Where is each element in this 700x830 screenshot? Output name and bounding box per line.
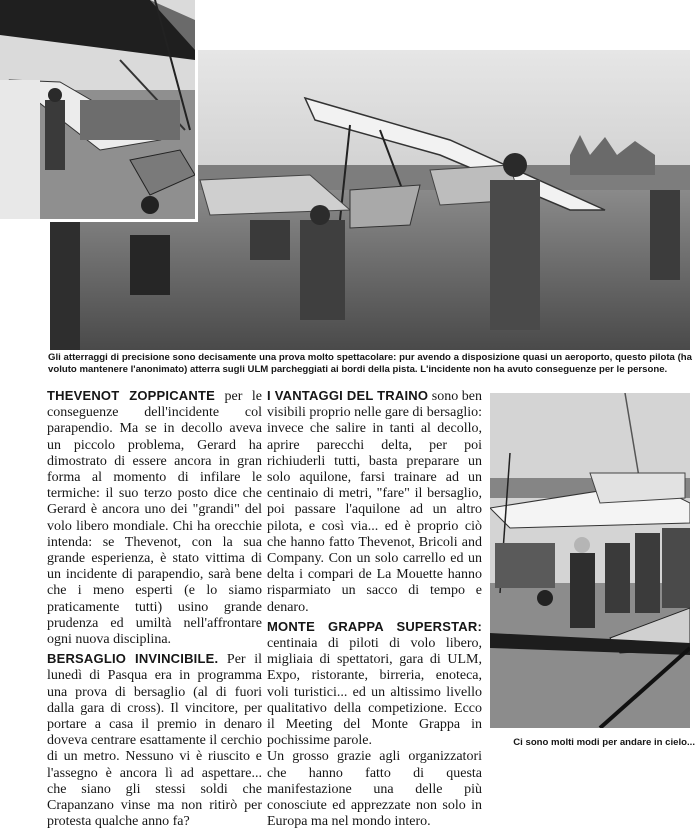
article-bersaglio <box>47 651 262 830</box>
article-body: Per il lunedì di Pasqua era in programma una prova di bersaglio (al di fuori dalla gara di cross). Il vincitore, per portare a casa il premio in denaro doveva centrare esattamente il cerchio di un metro. Nessuno vi è riuscito e l'assegno è ancora lì ad aspettare... che siano gli stessi soldi che Crapanzano vinse ma non ritirò per protesta qualche anno fa? <box>47 652 262 830</box>
article-heading: I VANTAGGI DEL TRAINO <box>267 388 429 403</box>
side-photo <box>490 393 690 728</box>
article-body: sono ben visibili proprio nelle gare di bersaglio: invece che salire in tanti al decollo, aprire parecchi delta, per poi richiuderli tutti, basta preparare un solo aquilone, farsi trainare ad un centinaio di metri, "fare" il bersaglio, poi passare l'aquilone ad un altro pilota, e così via... ed è proprio ciò che hanno fatto Thevenot, Bricoli and Company. Con un solo carrello ed un delta i compari de La Mouette hanno risparmiato un sacco di tempo e denaro. <box>267 389 483 615</box>
column-middle <box>267 388 482 830</box>
article-traino <box>267 388 482 616</box>
article-heading: MONTE GRAPPA SUPERSTAR: <box>267 618 482 634</box>
main-photo-caption: Gli atterraggi di precisione sono decisamente una prova molto spettacolare: pur avendo a disposizione quasi un aeroporto, questo pilota (ha voluto mantenere l'anonimato) atterra sugli ULM parcheggiati ai bordi della pista. L'incidente non ha avuto conseguenze per le persone. <box>48 352 692 375</box>
article-thevenot <box>47 388 262 648</box>
article-body: centinaia di piloti di volo libero, migliaia di spettatori, gara di ULM, Expo, ristorante, birreria, enoteca, voli turistici... ed un altissimo livello qualitativo della competizione. Ecco il Meeting del Monte Grappa in pochissime parole. <box>267 636 482 749</box>
column-left <box>47 388 262 830</box>
article-body: per le conseguenze dell'incidente col parapendio. Ma se in decollo aveva un piccolo problema, Gerard ha dimostrato di essere ancora in gran forma al momento di infilare le termiche: il suo terzo posto dice che Gerard è ancora uno dei "grandi" del volo libero mondiale. Chi ha orecchie intenda: se Thevenot, con la sua grande esperienza, è stato vittima di un incidente di parapendio, sarà bene che i meno esperti (e lo siamo praticamente tutti) usino grande prudenza ed umiltà nell'affrontare ogni nuova disciplina. <box>47 389 263 648</box>
article-monte-grappa <box>267 619 482 750</box>
side-photo-caption: Ci sono molti modi per andare in cielo... <box>513 737 695 748</box>
article-heading: THEVENOT ZOPPICANTE <box>47 388 215 403</box>
inset-photo <box>0 0 198 222</box>
article-thanks <box>267 749 482 830</box>
article-heading: BERSAGLIO INVINCIBILE. <box>47 651 219 667</box>
article-body: Un grosso grazie agli organizzatori che hanno fatto di questa manifestazione una delle più conosciute ed apprezzate non solo in Europa ma nel mondo intero. <box>267 749 482 830</box>
